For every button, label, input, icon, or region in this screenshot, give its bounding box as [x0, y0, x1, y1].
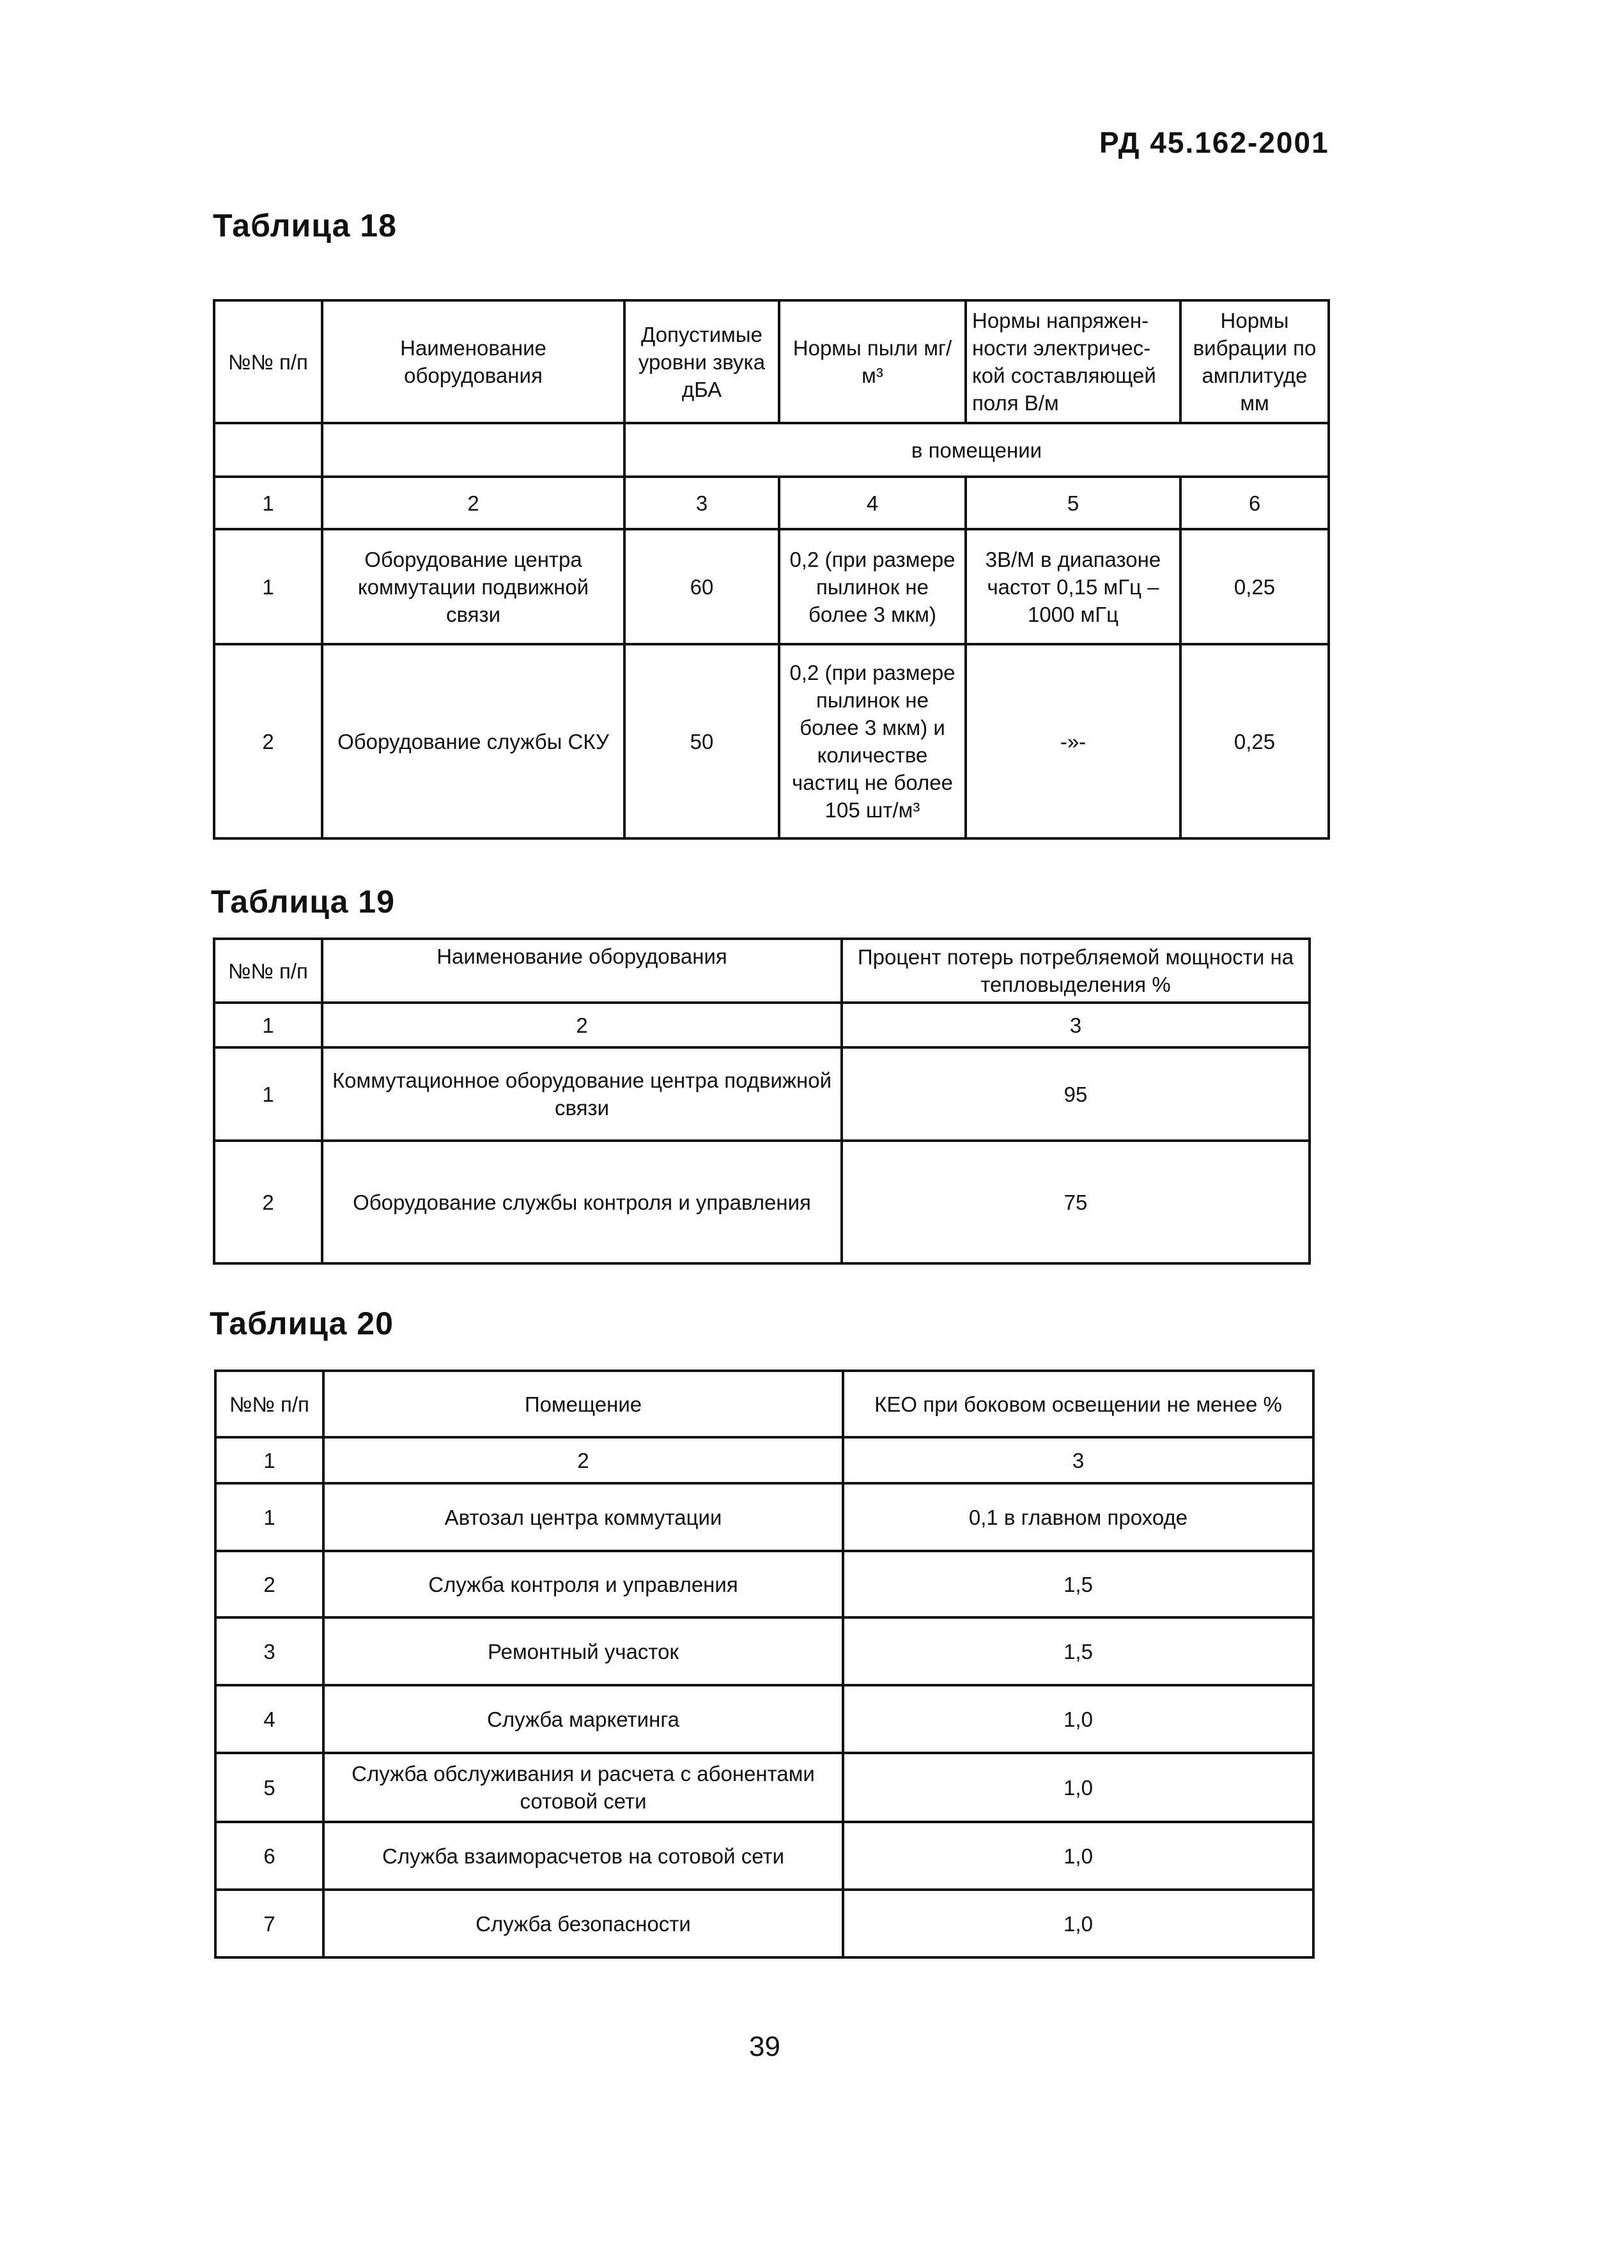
- row-num: 3: [215, 1617, 323, 1685]
- row-value: 75: [842, 1141, 1310, 1263]
- table-20: [214, 1369, 1315, 1959]
- row-room: Ремонтный участок: [323, 1617, 843, 1685]
- row-num: 7: [215, 1890, 323, 1957]
- row-num: 1: [214, 1047, 322, 1141]
- table-row: [215, 1483, 1313, 1551]
- header-room: Помещение: [323, 1371, 843, 1437]
- row-noise: 60: [624, 529, 779, 644]
- row-num: 5: [215, 1753, 323, 1822]
- page-number: 39: [749, 2031, 780, 2062]
- table-18-subheader-row: [214, 423, 1329, 477]
- document-code: РД 45.162-2001: [1099, 126, 1329, 159]
- table-row: [215, 1890, 1313, 1957]
- header-field-norms: Нормы напряжен-ности электричес-кой составляющей поля В/м: [966, 300, 1180, 423]
- column-number: 1: [214, 477, 322, 529]
- column-number: 4: [779, 477, 966, 529]
- table-18-title: Таблица 18: [213, 208, 397, 243]
- column-number: 2: [322, 1003, 842, 1047]
- header-noise-levels: Допустимые уровни звука дБА: [624, 300, 779, 423]
- row-value: 1,0: [843, 1890, 1313, 1957]
- column-number: 1: [214, 1003, 322, 1047]
- row-dust: 0,2 (при размере пылинок не более 3 мкм): [779, 529, 966, 644]
- row-field: 3В/М в диапазоне частот 0,15 мГц – 1000 мГц: [966, 529, 1180, 644]
- row-value: 95: [842, 1047, 1310, 1141]
- table-18-header-row: [214, 300, 1329, 423]
- row-equipment-name: Оборудование службы СКУ: [322, 644, 624, 838]
- table-19: [213, 937, 1311, 1265]
- table-row: [215, 1753, 1313, 1822]
- table-19-column-numbers: [214, 1003, 1310, 1047]
- header-num: №№ п/п: [215, 1371, 323, 1437]
- table-20-title: Таблица 20: [210, 1306, 394, 1341]
- header-vibration-norms: Нормы вибрации по амплитуде мм: [1180, 300, 1329, 423]
- header-num: №№ п/п: [214, 939, 322, 1003]
- column-number: 6: [1180, 477, 1329, 529]
- row-value: 1,5: [843, 1617, 1313, 1685]
- row-num: 4: [215, 1685, 323, 1753]
- row-value: 1,0: [843, 1685, 1313, 1753]
- row-num: 6: [215, 1822, 323, 1890]
- row-equipment-name: Оборудование центра коммутации подвижной связи: [322, 529, 624, 644]
- row-vibration: 0,25: [1180, 644, 1329, 838]
- column-number: 3: [624, 477, 779, 529]
- row-room: Служба безопасности: [323, 1890, 843, 1957]
- subheader-in-room: в помещении: [624, 423, 1329, 477]
- table-row: [215, 1617, 1313, 1685]
- header-num: №№ п/п: [214, 300, 322, 423]
- table-row: [214, 1047, 1310, 1141]
- row-num: 2: [214, 644, 322, 838]
- table-19-header-row: [214, 939, 1310, 1003]
- row-value: 0,1 в главном проходе: [843, 1483, 1313, 1551]
- row-num: 2: [215, 1551, 323, 1617]
- header-equipment-name: Наименование оборудования: [322, 939, 842, 1003]
- row-field: -»-: [966, 644, 1180, 838]
- column-number: 3: [843, 1437, 1313, 1483]
- table-20-column-numbers: [215, 1437, 1313, 1483]
- row-num: 1: [215, 1483, 323, 1551]
- row-vibration: 0,25: [1180, 529, 1329, 644]
- table-row: [214, 644, 1329, 838]
- column-number: 3: [842, 1003, 1310, 1047]
- header-keo: КЕО при боковом освещении не менее %: [843, 1371, 1313, 1437]
- table-row: [214, 1141, 1310, 1263]
- row-equipment-name: Коммутационное оборудование центра подвижной связи: [322, 1047, 842, 1141]
- column-number: 2: [323, 1437, 843, 1483]
- header-dust-norms: Нормы пыли мг/м³: [779, 300, 966, 423]
- column-number: 2: [322, 477, 624, 529]
- row-dust: 0,2 (при размере пылинок не более 3 мкм) и количестве частиц не более 105 шт/м³: [779, 644, 966, 838]
- row-room: Автозал центра коммутации: [323, 1483, 843, 1551]
- table-row: [214, 529, 1329, 644]
- row-noise: 50: [624, 644, 779, 838]
- subheader-empty-cell: [214, 423, 322, 477]
- column-number: 5: [966, 477, 1180, 529]
- header-equipment-name: Наименование оборудования: [322, 300, 624, 423]
- subheader-empty-cell: [322, 423, 624, 477]
- row-room: Служба взаиморасчетов на сотовой сети: [323, 1822, 843, 1890]
- table-row: [215, 1551, 1313, 1617]
- header-heat-loss-percent: Процент потерь потребляемой мощности на тепловыделения %: [842, 939, 1310, 1003]
- table-row: [215, 1685, 1313, 1753]
- row-room: Служба обслуживания и расчета с абонентами сотовой сети: [323, 1753, 843, 1822]
- row-room: Служба контроля и управления: [323, 1551, 843, 1617]
- table-18-column-numbers: [214, 477, 1329, 529]
- row-room: Служба маркетинга: [323, 1685, 843, 1753]
- column-number: 1: [215, 1437, 323, 1483]
- table-20-header-row: [215, 1371, 1313, 1437]
- row-value: 1,0: [843, 1753, 1313, 1822]
- table-19-title: Таблица 19: [211, 884, 395, 920]
- table-18: [213, 299, 1330, 840]
- row-value: 1,0: [843, 1822, 1313, 1890]
- row-num: 1: [214, 529, 322, 644]
- table-row: [215, 1822, 1313, 1890]
- row-value: 1,5: [843, 1551, 1313, 1617]
- row-equipment-name: Оборудование службы контроля и управления: [322, 1141, 842, 1263]
- row-num: 2: [214, 1141, 322, 1263]
